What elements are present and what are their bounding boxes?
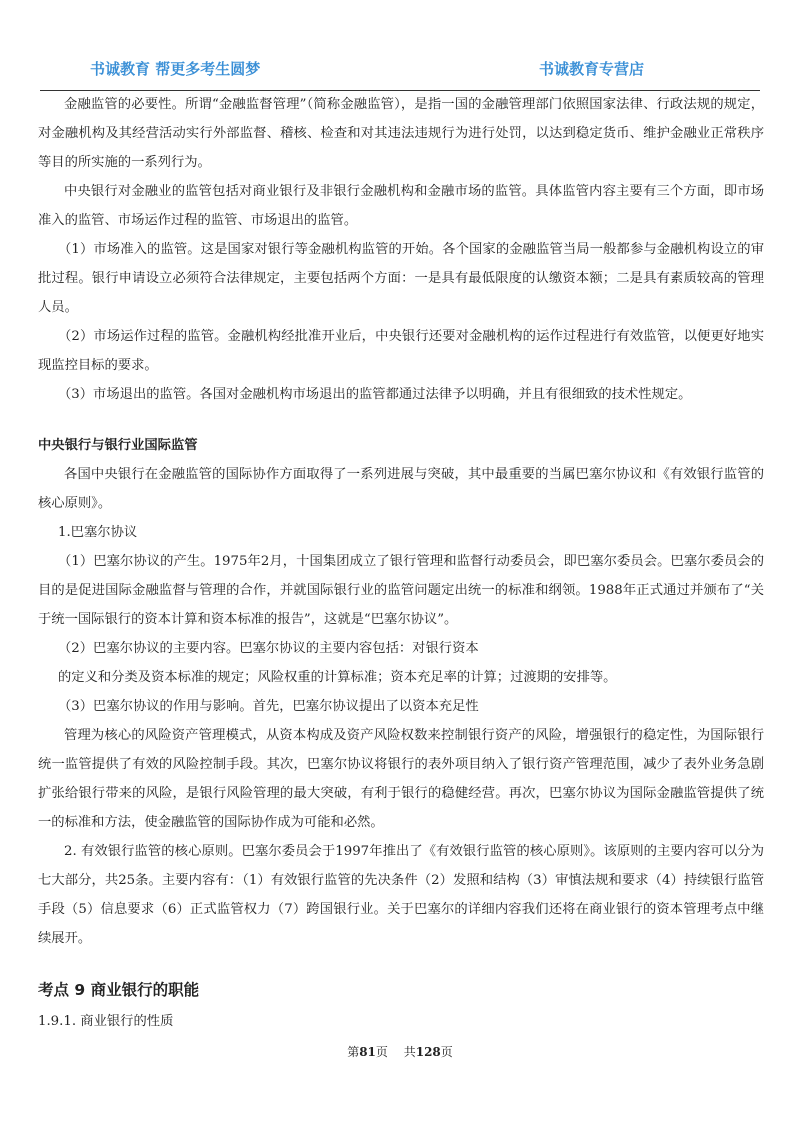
- header-brand-left: 书诚教育 帮更多考生圆梦: [90, 60, 261, 78]
- page-prefix: 第: [347, 1045, 360, 1059]
- page-mid: 页 共: [375, 1045, 416, 1059]
- page-number: 81: [359, 1045, 376, 1059]
- paragraph-central-bank-supervision: 中央银行对金融业的监管包括对商业银行及非银行金融机构和金融市场的监管。具体监管内容主要有三个方面，即市场准入的监管、市场运作过程的监管、市场退出的监管。: [38, 184, 764, 228]
- total-pages: 128: [415, 1045, 441, 1059]
- paragraph-basel-content-b: 的定义和分类及资本标准的规定；风险权重的计算标准；资本充足率的计算；过渡期的安排等。: [58, 670, 617, 685]
- header-brand-right: 书诚教育专营店: [538, 60, 644, 78]
- section-heading: 中央银行与银行业国际监管: [38, 438, 198, 453]
- paragraph-basel-origin: （1）巴塞尔协议的产生。1975年2月，十国集团成立了银行管理和监督行动委员会，即巴塞尔委员会。巴塞尔委员会的目的是促进国际金融监督与管理的合作，并就国际银行业的监管问题定出统一的标准和纲领。1988年正式通过并颁布了“关于统一国际银行的资本计算和资本标准的报告”，这就是“巴塞尔协议”。: [38, 554, 764, 627]
- paragraph-basel-impact-a: （3）巴塞尔协议的作用与影响。首先，巴塞尔协议提出了以资本充足性: [58, 699, 479, 714]
- page-header: [40, 58, 760, 90]
- paragraph-market-exit: （3）市场退出的监管。各国对金融机构市场退出的监管都通过法律予以明确，并且有很细致的技术性规定。: [58, 387, 692, 402]
- document-body: [38, 90, 764, 1036]
- paragraph-core-principles: 2. 有效银行监管的核心原则。巴塞尔委员会于1997年推出了《有效银行监管的核心原则》。该原则的主要内容可以分为七大部分，共25条。主要内容有：（1）有效银行监管的先决条件（2）发照和结构（3）审慎法规和要求（4）持续银行监管手段（5）信息要求（6）正式监管权力（7）跨国银行业。关于巴塞尔的详细内容我们还将在商业银行的资本管理考点中继续展开。: [38, 844, 764, 946]
- paragraph-market-operation: （2）市场运作过程的监管。金融机构经批准开业后，中央银行还要对金融机构的运作过程进行有效监管，以便更好地实现监控目标的要求。: [38, 329, 764, 373]
- paragraph-basel-impact-b: 管理为核心的风险资产管理模式，从资本构成及资产风险权数来控制银行资产的风险，增强银行的稳定性，为国际银行统一监管提供了有效的风险控制手段。其次，巴塞尔协议将银行的表外项目纳入了银行资产管理范围，减少了表外业务急剧扩张给银行带来的风险，是银行风险管理的最大突破，有利于银行的稳健经营。再次，巴塞尔协议为国际金融监管提供了统一的标准和方法，使金融监管的国际协作成为可能和必然。: [38, 728, 764, 830]
- paragraph-basel-content-a: （2）巴塞尔协议的主要内容。巴塞尔协议的主要内容包括：对银行资本: [58, 641, 479, 656]
- chapter-heading: 考点 9 商业银行的职能: [38, 981, 200, 999]
- paragraph-international-cooperation: 各国中央银行在金融监管的国际协作方面取得了一系列进展与突破，其中最重要的当属巴塞尔协议和《有效银行监管的核心原则》。: [38, 467, 764, 511]
- page-footer: [0, 1043, 800, 1060]
- list-item-basel-accord: 1.巴塞尔协议: [58, 525, 138, 540]
- subsection-heading: 1.9.1. 商业银行的性质: [38, 1014, 174, 1029]
- page-suffix: 页: [440, 1045, 453, 1059]
- paragraph-market-entry: （1）市场准入的监管。这是国家对银行等金融机构监管的开始。各个国家的金融监管当局一般都参与金融机构设立的审批过程。银行申请设立必须符合法律规定，主要包括两个方面：一是具有最低限度的认缴资本额；二是具有素质较高的管理人员。: [38, 242, 764, 315]
- paragraph-regulation-necessity: 金融监管的必要性。所谓“金融监督管理”（简称金融监管），是指一国的金融管理部门依照国家法律、行政法规的规定，对金融机构及其经营活动实行外部监督、稽核、检查和对其违法违规行为进行处罚，以达到稳定货币、维护金融业正常秩序等目的所实施的一系列行为。: [38, 97, 764, 170]
